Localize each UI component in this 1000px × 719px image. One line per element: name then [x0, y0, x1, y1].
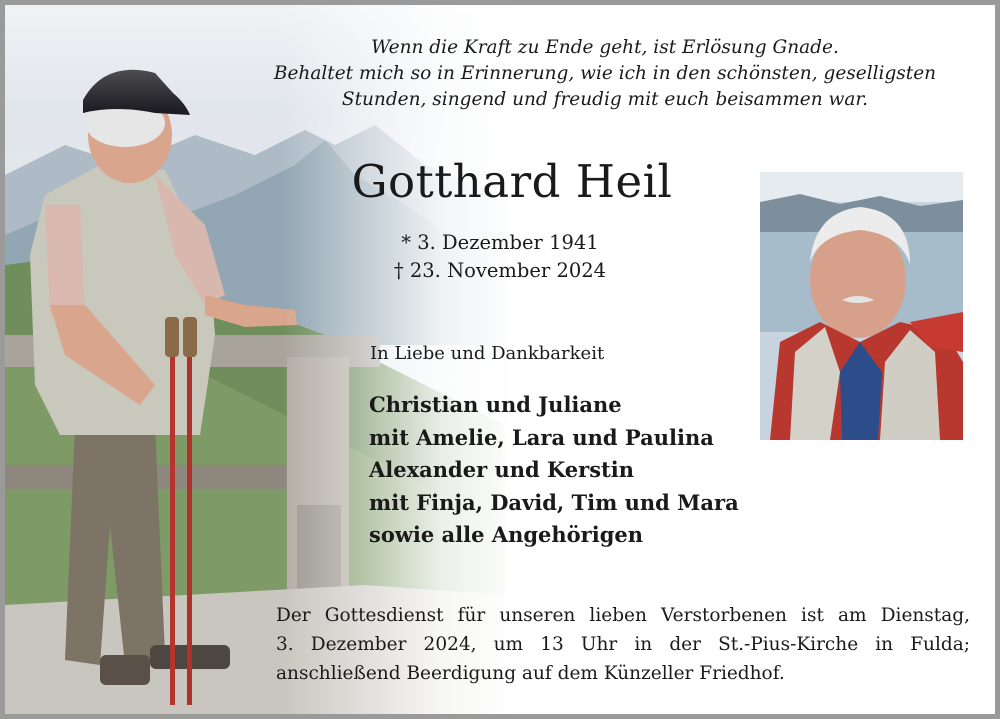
- service-line: 3. Dezember 2024, um 13 Uhr in der St.-Pius-Kirche in Fulda;: [276, 634, 970, 655]
- memorial-verse: [255, 35, 955, 113]
- service-line: anschließend Beerdigung auf dem Künzeller Friedhof.: [276, 663, 785, 684]
- deceased-name: Gotthard Heil: [351, 155, 673, 208]
- mourner-line: mit Finja, David, Tim und Mara: [369, 489, 739, 515]
- death-date: † 23. November 2024: [393, 259, 607, 282]
- service-info: [276, 601, 970, 688]
- mourner-line: Alexander und Kerstin: [369, 457, 634, 482]
- mourner-line: mit Amelie, Lara und Paulina: [369, 424, 714, 450]
- verse-line: Behaltet mich so in Erinnerung, wie ich in den schönsten, geselligsten: [273, 63, 937, 84]
- verse-line: Stunden, singend und freudig mit euch beisammen war.: [341, 89, 869, 110]
- service-line: Der Gottesdienst für unseren lieben Verstorbenen ist am Dienstag,: [276, 605, 970, 626]
- obituary-notice: [5, 5, 995, 714]
- dedication-text: In Liebe und Dankbarkeit: [370, 343, 605, 364]
- birth-date: * 3. Dezember 1941: [401, 231, 599, 254]
- mourner-line: Christian und Juliane: [369, 392, 622, 417]
- mourners-list: [369, 389, 739, 552]
- verse-line: Wenn die Kraft zu Ende geht, ist Erlösung Gnade.: [371, 37, 839, 58]
- portrait-photo: [760, 172, 963, 440]
- life-dates: [335, 229, 665, 285]
- mourner-line: sowie alle Angehörigen: [369, 522, 644, 547]
